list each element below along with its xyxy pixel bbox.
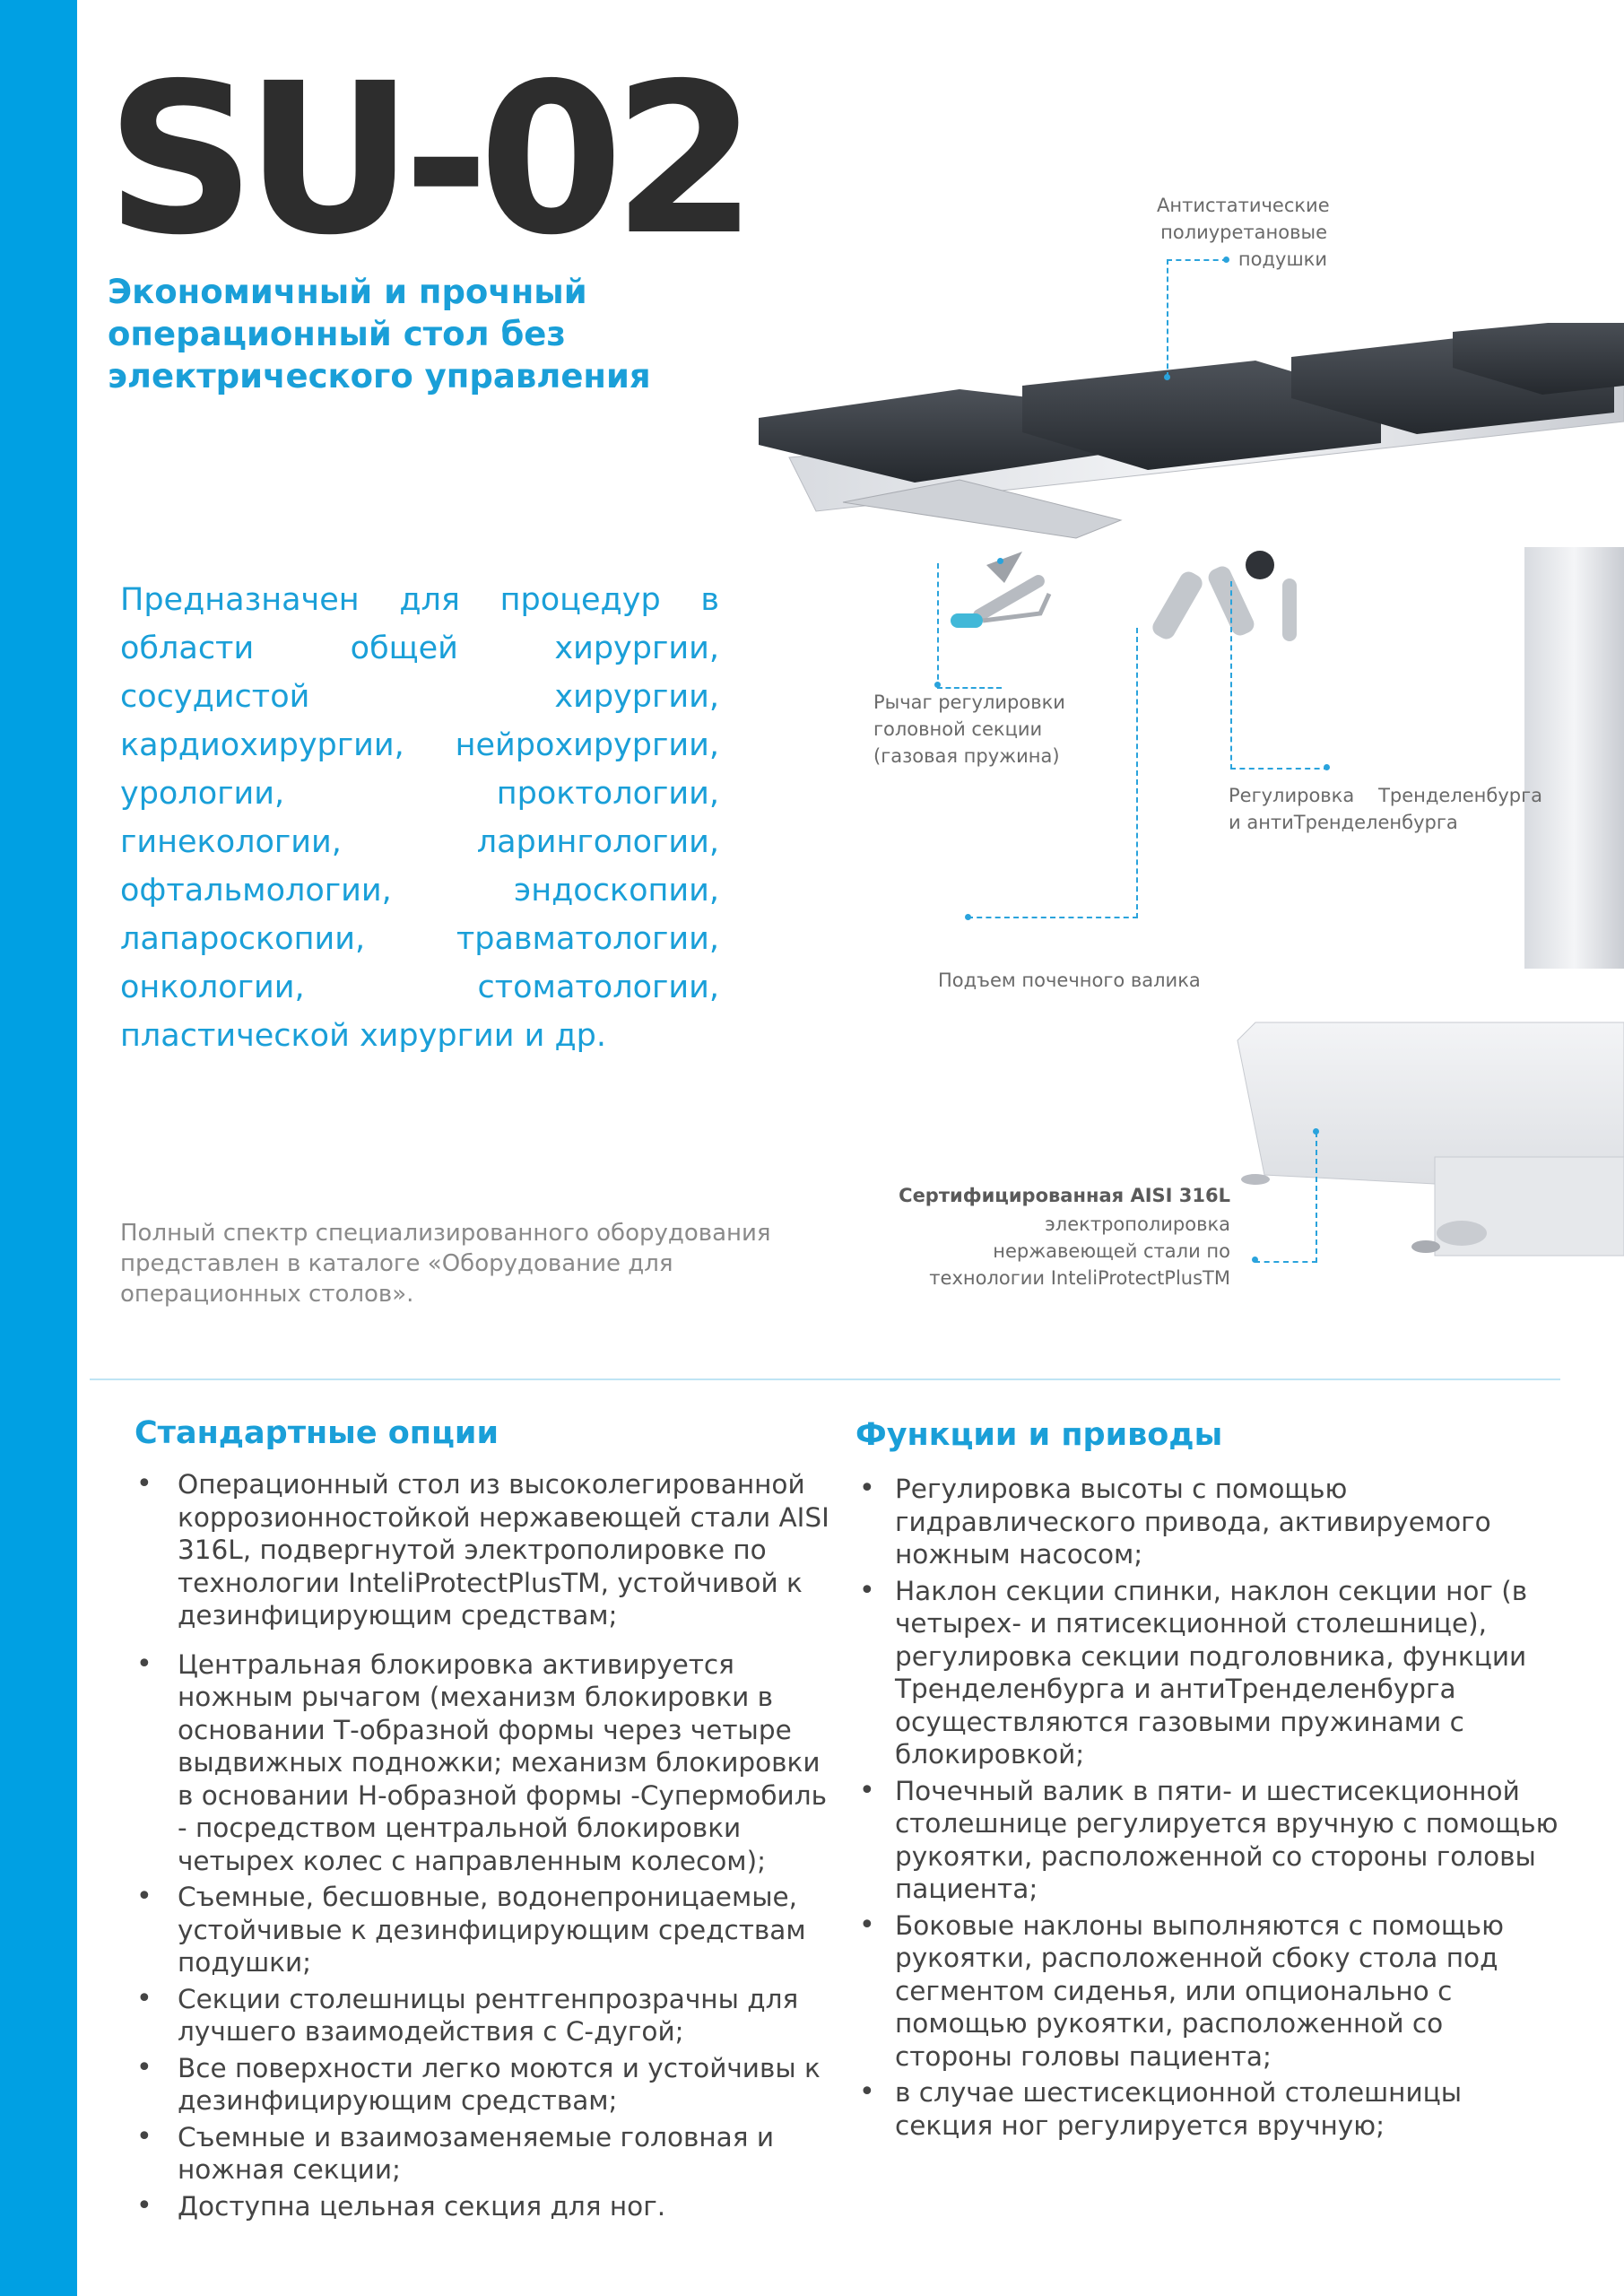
list-item: • в случае шестисекционной столешницы секция ног регулируется вручную; [859, 2076, 1462, 2141]
callout-steel-text: электрополировка нержавеющей стали по технологии InteliProtectPlusTM [929, 1213, 1230, 1289]
callout-kidney: Подъем почечного валика [938, 970, 1201, 991]
standard-options-list [117, 1468, 834, 2226]
table-column [1524, 547, 1624, 969]
purpose-text: Предназначен для процедур в области общей хирургии, сосудистой хирургии, кардиохирургии, нейрохирургии, урологии, проктологии, гинекологии, ларингологии, офтальмологии, эндоскопии, лапароскопии, травматологии, онкологии, стоматологии, пластической хирургии и др. [120, 582, 719, 1054]
model-title: SU-02 [106, 39, 747, 281]
list-item: • Наклон секции спинки, наклон секции ног (в четырех- и пятисекционной столешнице), регулировка секции подголовника, функции Тренделенбурга и антиТренделенбурга осуществляются газовыми пружинами с блокировкой; [859, 1574, 1528, 1770]
list-item: • Боковые наклоны выполняются с помощью рукоятки, расположенной сбоку стола под сегментом сиденья, или опционально с помощью рукоятки, расположенной со стороны головы пациента; [859, 1909, 1504, 2072]
callout-steel-title: Сертифицированная AISI 316L [899, 1185, 1230, 1206]
tilt-knob [1246, 551, 1274, 579]
list-item: • Секции столешницы рентгенпрозрачны для лучшего взаимодействия с С-дугой; [136, 1982, 799, 2047]
functions-heading: Функции и приводы [855, 1417, 1223, 1453]
list-item: • Доступна цельная секция для ног. [136, 2189, 666, 2222]
callout-head-lever: Рычаг регулировки головной секции (газовая пружина) [873, 691, 1065, 767]
list-item: • Центральная блокировка активируется ножным рычагом (механизм блокировки в основании Т-образной формы через четыре выдвижных подножки; механизм блокировки в основании Н-образной формы -Супермобиль - посредством центральной блокировки четырех колес с направленным колесом); [136, 1648, 827, 1876]
wheel [1437, 1221, 1487, 1246]
list-item: • Операционный стол из высоколегированной коррозионностойкой нержавеющей стали AISI 316L, подвергнутой электрополировке по технологии InteliProtectPlusTM, устойчивой к дезинфицирующим средствам; [136, 1468, 829, 1631]
list-item: • Все поверхности легко моются и устойчивы к дезинфицирующим средствам; [136, 2051, 821, 2116]
section-divider [90, 1378, 1560, 1380]
catalog-note: Полный спектр специализированного оборудования представлен в каталоге «Оборудование для операционных столов». [120, 1220, 771, 1308]
product-subtitle: Экономичный и прочный операционный стол без электрического управления [108, 273, 651, 396]
list-item: • Съемные и взаимозаменяемые головная и ножная секции; [136, 2120, 775, 2185]
callout-trendelenburg: Регулировка Тренделенбурга и антиТренделенбурга [1229, 785, 1542, 833]
list-item: • Регулировка высоты с помощью гидравлического привода, активируемого ножным насосом; [859, 1473, 1491, 1570]
list-item: • Съемные, бесшовные, водонепроницаемые, устойчивые к дезинфицирующим средствам подушки; [136, 1881, 806, 1978]
list-item: • Почечный валик в пяти- и шестисекционной столешнице регулируется вручную с помощью рукоятки, расположенной со стороны головы пациента; [859, 1774, 1559, 1904]
accent-sidebar [0, 0, 77, 2296]
standard-options-heading: Стандартные опции [135, 1415, 499, 1451]
functions-list [852, 1473, 1560, 2145]
callout-cushions: Антистатические полиуретановые подушки [1157, 195, 1330, 270]
